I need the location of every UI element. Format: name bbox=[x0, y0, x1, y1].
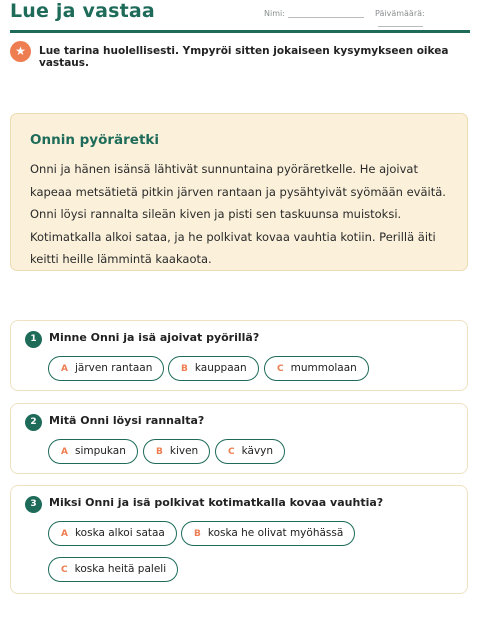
answer-option-c[interactable] bbox=[264, 356, 369, 381]
answer-option-b[interactable] bbox=[181, 521, 355, 546]
instructions-text: Lue tarina huolellisesti. Ympyröi sitten jokaiseen kysymykseen oikea vastaus. bbox=[39, 45, 449, 69]
option-letter: C bbox=[61, 565, 68, 575]
date-line bbox=[378, 18, 423, 27]
instructions bbox=[10, 41, 470, 69]
option-letter: C bbox=[277, 364, 284, 374]
answer-option-b[interactable] bbox=[143, 439, 210, 464]
story-box bbox=[10, 113, 468, 271]
date-field[interactable] bbox=[375, 9, 470, 27]
question-card-1 bbox=[10, 320, 468, 391]
option-text: mummolaan bbox=[290, 362, 357, 374]
option-letter: B bbox=[181, 364, 188, 374]
star-icon: ★ bbox=[10, 41, 31, 62]
option-text: koska he olivat myöhässä bbox=[207, 527, 344, 539]
option-text: kauppaan bbox=[194, 362, 247, 374]
answer-option-a[interactable] bbox=[48, 439, 138, 464]
option-text: koska alkoi sataa bbox=[74, 527, 165, 539]
question-text: Minne Onni ja isä ajoivat pyörillä? bbox=[49, 331, 260, 344]
question-text: Miksi Onni ja isä polkivat kotimatkalla kovaa vauhtia? bbox=[49, 496, 384, 509]
worksheet-header bbox=[10, 0, 470, 33]
answer-option-c[interactable] bbox=[215, 439, 285, 464]
story-title: Onnin pyöräretki bbox=[30, 132, 160, 148]
option-text: järven rantaan bbox=[74, 362, 153, 374]
answer-option-c[interactable] bbox=[48, 557, 178, 582]
option-letter: A bbox=[61, 447, 68, 457]
name-label: Nimi: bbox=[264, 9, 285, 18]
option-letter: C bbox=[228, 447, 235, 457]
option-letter: B bbox=[194, 529, 201, 539]
option-text: koska heitä paleli bbox=[74, 563, 167, 575]
question-card-2 bbox=[10, 403, 468, 474]
page-title: Lue ja vastaa bbox=[10, 0, 155, 22]
option-text: simpukan bbox=[74, 445, 126, 457]
story-text: Onni ja hänen isänsä lähtivät sunnuntaina pyöräretkelle. He ajoivat kapeaa metsätietä pitkin järven rantaan ja pysähtyivät syömään eväitä. Onni löysi rannalta sileän kiven ja pisti sen taskuunsa muistoksi. Kotimatkalla alkoi sataa, ja he polkivat kovaa vauhtia kotiin. Perillä äiti keitti heille lämmintä kaakaota. bbox=[30, 162, 446, 266]
date-label: Päivämäärä: bbox=[375, 9, 425, 18]
option-text: kävyn bbox=[241, 445, 274, 457]
question-number-badge: 2 bbox=[25, 414, 42, 431]
option-text: kiven bbox=[169, 445, 199, 457]
question-number-badge: 3 bbox=[25, 496, 42, 513]
option-letter: A bbox=[61, 529, 68, 539]
option-letter: B bbox=[156, 447, 163, 457]
question-card-3 bbox=[10, 485, 468, 594]
answer-option-a[interactable] bbox=[48, 521, 177, 546]
option-letter: A bbox=[61, 364, 68, 374]
answer-option-a[interactable] bbox=[48, 356, 164, 381]
question-text: Mitä Onni löysi rannalta? bbox=[49, 414, 205, 427]
name-line bbox=[288, 9, 364, 18]
name-field[interactable] bbox=[264, 9, 364, 18]
question-number-badge: 1 bbox=[25, 331, 42, 348]
answer-option-b[interactable] bbox=[168, 356, 259, 381]
